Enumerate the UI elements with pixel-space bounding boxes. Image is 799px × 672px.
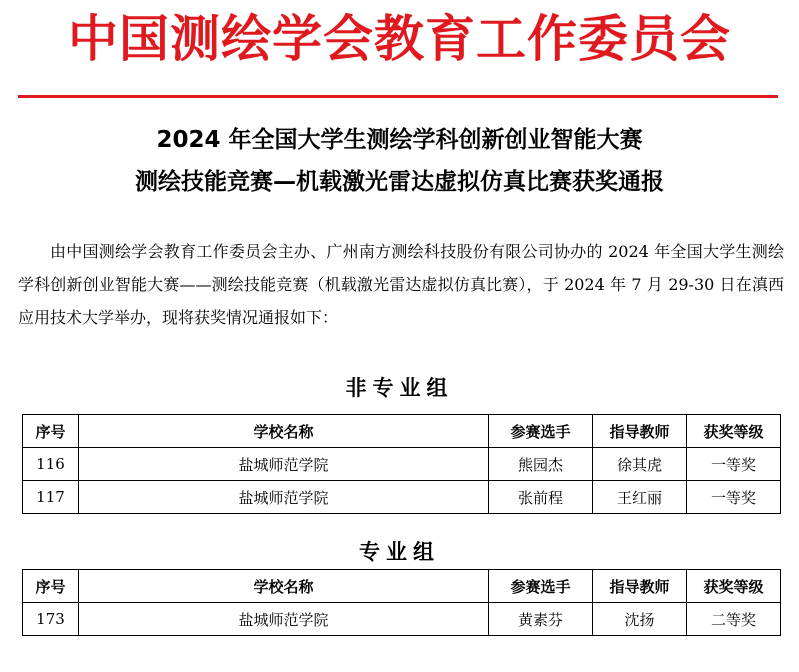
- cell-school: 盐城师范学院: [79, 481, 489, 514]
- cell-seq: 117: [23, 481, 79, 514]
- col-header-player: 参赛选手: [489, 415, 593, 448]
- table-header-row: [23, 570, 781, 603]
- table-row: [23, 448, 781, 481]
- cell-teacher: 王红丽: [593, 481, 687, 514]
- doc-title-line2: 测绘技能竞赛—机载激光雷达虚拟仿真比赛获奖通报: [135, 169, 664, 195]
- col-header-school: 学校名称: [79, 415, 489, 448]
- col-header-award: 获奖等级: [687, 570, 781, 603]
- cell-school: 盐城师范学院: [79, 603, 489, 636]
- col-header-school: 学校名称: [79, 570, 489, 603]
- cell-seq: 116: [23, 448, 79, 481]
- cell-teacher: 徐其虎: [593, 448, 687, 481]
- page-break-gap: [0, 518, 799, 530]
- cell-award: 二等奖: [687, 603, 781, 636]
- group-title-pro: 专业组: [359, 540, 440, 564]
- col-header-seq: 序号: [23, 570, 79, 603]
- col-header-seq: 序号: [23, 415, 79, 448]
- cell-player: 黄素芬: [489, 603, 593, 636]
- col-header-player: 参赛选手: [489, 570, 593, 603]
- cell-player: 张前程: [489, 481, 593, 514]
- cell-school: 盐城师范学院: [79, 448, 489, 481]
- group-title-nonpro: 非专业组: [345, 376, 454, 400]
- results-table-pro: [22, 569, 781, 636]
- col-header-teacher: 指导教师: [593, 570, 687, 603]
- page-bottom-gap: [0, 640, 799, 672]
- col-header-award: 获奖等级: [687, 415, 781, 448]
- table-header-row: [23, 415, 781, 448]
- cell-teacher: 沈扬: [593, 603, 687, 636]
- cell-award: 一等奖: [687, 481, 781, 514]
- table-row: [23, 481, 781, 514]
- col-header-teacher: 指导教师: [593, 415, 687, 448]
- intro-paragraph: 由中国测绘学会教育工作委员会主办、广州南方测绘科技股份有限公司协办的 2024 年全国大学生测绘学科创新创业智能大赛——测绘技能竞赛（机载激光雷达虚拟仿真比赛），于 2024 年 7 月 29-30 日在滇西应用技术大学举办，现将获奖情况通报如下：: [18, 242, 784, 327]
- cell-seq: 173: [23, 603, 79, 636]
- header-divider: [18, 95, 778, 98]
- results-table-nonpro: [22, 414, 781, 514]
- table-row: [23, 603, 781, 636]
- cell-award: 一等奖: [687, 448, 781, 481]
- cell-player: 熊园杰: [489, 448, 593, 481]
- org-title: 中国测绘学会教育工作委员会: [68, 10, 731, 68]
- doc-title-line1: 2024 年全国大学生测绘学科创新创业智能大赛: [156, 127, 643, 153]
